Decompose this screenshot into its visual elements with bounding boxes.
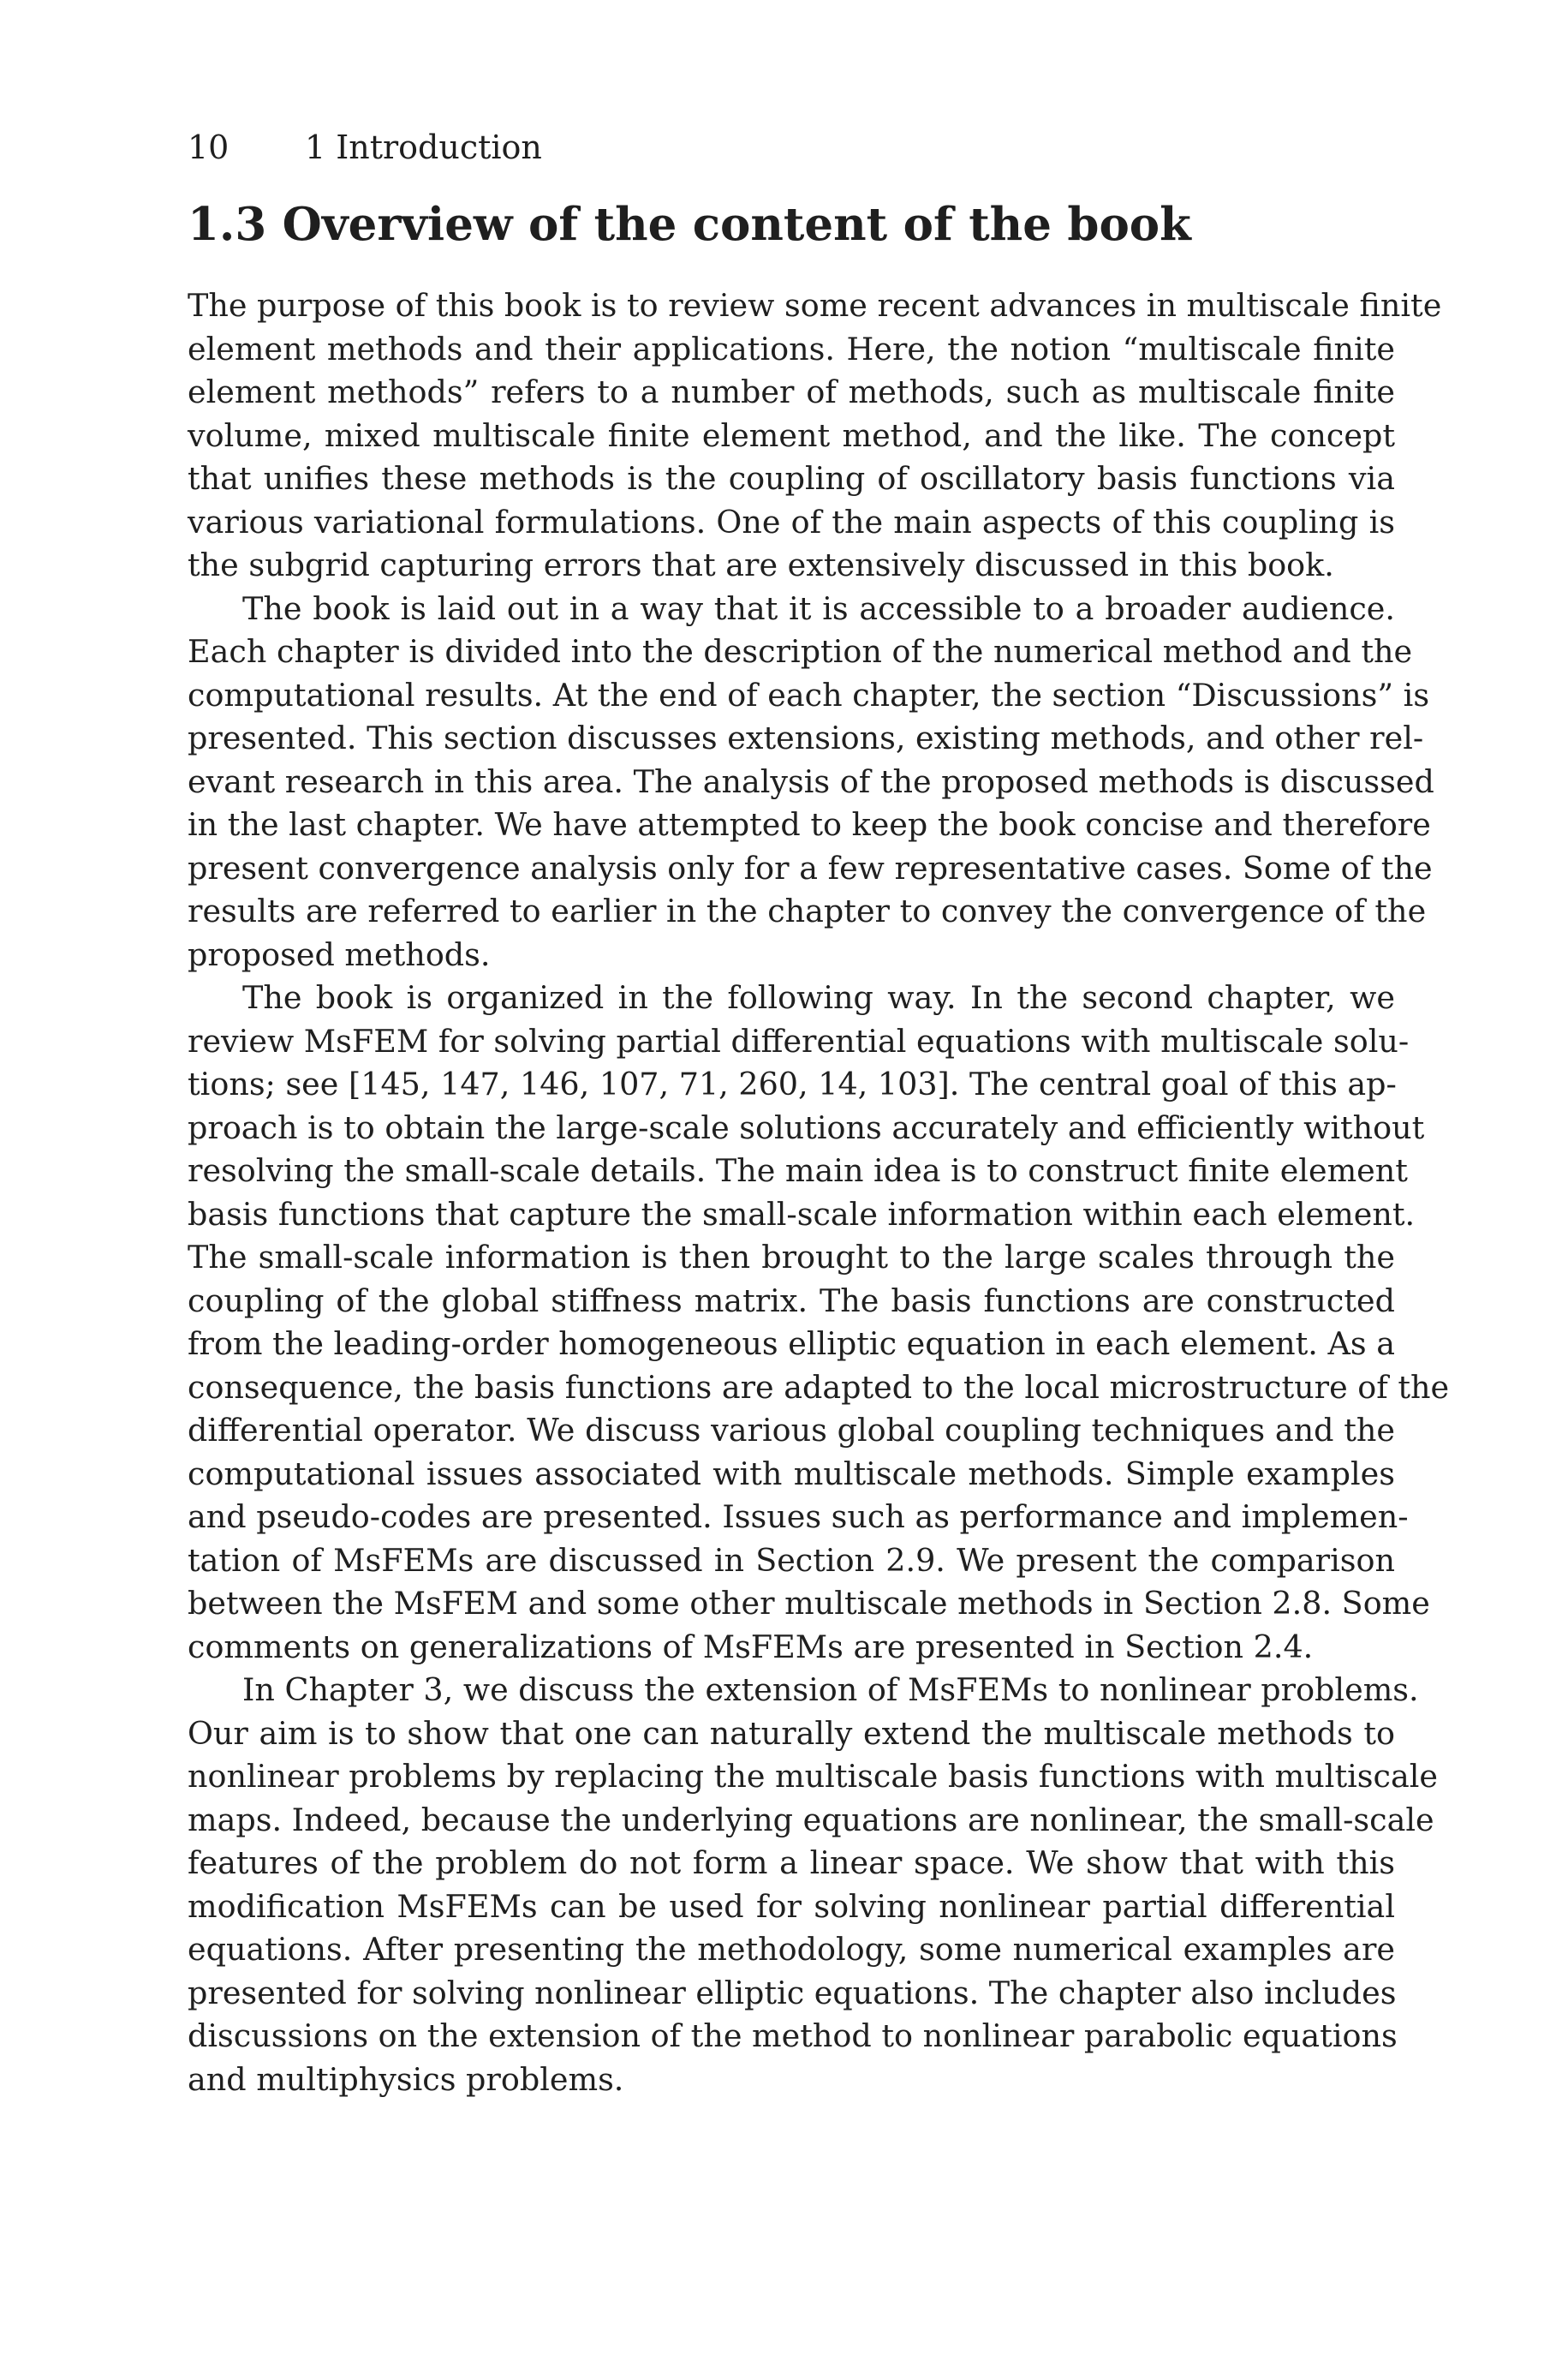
text-line: The small-scale information is then brought to the large scales through the (188, 1239, 1395, 1276)
text-line: evant research in this area. The analysis of the proposed methods is discussed (188, 762, 1434, 800)
text-line: volume, mixed multiscale finite element method, and the like. The concept (188, 416, 1395, 454)
text-line: proposed methods. (188, 935, 491, 973)
text-line: that unifies these methods is the coupling of oscillatory basis functions via (188, 460, 1395, 497)
text-line: differential operator. We discuss various global coupling techniques and the (188, 1412, 1395, 1449)
text-line: presented. This section discusses extensions, existing methods, and other rel- (188, 720, 1424, 756)
text-line: results are referred to earlier in the chapter to convey the convergence of the (188, 893, 1427, 929)
text-line: present convergence analysis only for a few representative cases. Some of the (188, 849, 1433, 887)
text-line: the subgrid capturing errors that are extensively discussed in this book. (188, 547, 1334, 583)
text-line: In Chapter 3, we discuss the extension of MsFEMs to nonlinear problems. (242, 1671, 1419, 1708)
text-line: features of the problem do not form a linear space. We show that with this (188, 1844, 1395, 1881)
text-line: various variational formulations. One of the main aspects of this coupling is (188, 503, 1395, 541)
text-line: and multiphysics problems. (188, 2060, 624, 2098)
text-line: presented for solving nonlinear elliptic equations. The chapter also includes (188, 1974, 1397, 2011)
text-line: The book is laid out in a way that it is accessible to a broader audience. (242, 589, 1395, 627)
paragraph-organization (188, 977, 1450, 1669)
text-line: coupling of the global stiffness matrix. The basis functions are constructed (188, 1282, 1395, 1319)
text-line: resolving the small-scale details. The main idea is to construct finite element (188, 1152, 1408, 1189)
text-line: consequence, the basis functions are adapted to the local microstructure of the (188, 1368, 1450, 1406)
text-line: discussions on the extension of the method to nonlinear parabolic equations (188, 2017, 1398, 2054)
text-line: modification MsFEMs can be used for solving nonlinear partial differential (188, 1887, 1395, 1925)
text-line: between the MsFEM and some other multiscale methods in Section 2.8. Some (188, 1585, 1430, 1622)
paragraph-purpose (188, 284, 1442, 588)
text-line: from the leading-order homogeneous elliptic equation in each element. As a (188, 1325, 1395, 1362)
text-line: element methods and their applications. Here, the notion “multiscale finite (188, 330, 1395, 367)
text-line: proach is to obtain the large-scale solutions accurately and efficiently without (188, 1108, 1425, 1146)
text-line: maps. Indeed, because the underlying equations are nonlinear, the small-scale (188, 1801, 1434, 1838)
text-line: and pseudo-codes are presented. Issues such as performance and implemen- (188, 1498, 1409, 1535)
running-head (188, 127, 542, 168)
paragraph-chapter-three (188, 1669, 1438, 2101)
body-text (188, 284, 1450, 2101)
text-line: review MsFEM for solving partial differential equations with multiscale solu- (188, 1022, 1410, 1060)
paragraph-layout (188, 588, 1434, 977)
text-line: The book is organized in the following way. In the second chapter, we (242, 979, 1395, 1016)
page-number: 10 (188, 128, 230, 166)
text-line: computational issues associated with multiscale methods. Simple examples (188, 1455, 1395, 1492)
text-line: nonlinear problems by replacing the multiscale basis functions with multiscale (188, 1758, 1438, 1795)
text-line: tions; see [145, 147, 146, 107, 71, 260, 14, 103]. The central goal of this ap- (188, 1066, 1397, 1102)
text-line: comments on generalizations of MsFEMs are presented in Section 2.4. (188, 1628, 1314, 1665)
section-title: 1.3 Overview of the content of the book (188, 198, 1191, 251)
text-line: basis functions that capture the small-scale information within each element. (188, 1195, 1416, 1233)
text-line: in the last chapter. We have attempted to keep the book concise and therefore (188, 806, 1431, 843)
text-line: The purpose of this book is to review some recent advances in multiscale finite (188, 287, 1442, 324)
text-line: tation of MsFEMs are discussed in Section 2.9. We present the comparison (188, 1541, 1395, 1579)
text-line: Our aim is to show that one can naturally extend the multiscale methods to (188, 1714, 1395, 1752)
text-line: element methods” refers to a number of methods, such as multiscale finite (188, 373, 1395, 410)
text-line: Each chapter is divided into the description of the numerical method and the (188, 633, 1413, 670)
chapter-running-title: 1 Introduction (305, 128, 542, 166)
text-line: equations. After presenting the methodology, some numerical examples are (188, 1931, 1395, 1968)
text-line: computational results. At the end of each chapter, the section “Discussions” is (188, 676, 1430, 714)
